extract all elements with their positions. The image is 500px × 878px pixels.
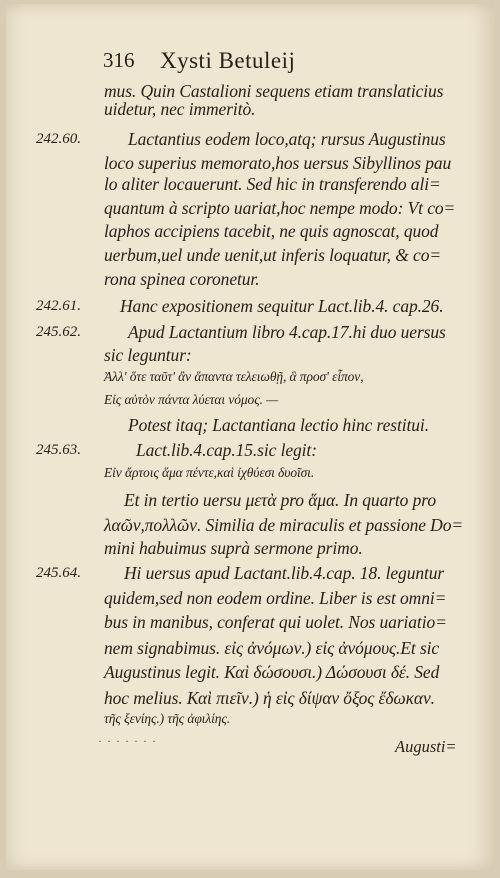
text-line: rona spinea coronetur. bbox=[104, 269, 260, 289]
footer-marks: · · · · · · · bbox=[98, 734, 157, 748]
margin-note: 245.62. bbox=[36, 324, 81, 340]
text-line: Hi uersus apud Lactant.lib.4.cap. 18. leguntur bbox=[124, 563, 445, 583]
text-line: Εἰν ἄρτοις ἅμα πέντε,καὶ ἰχθύεσι δυοῖσι. bbox=[104, 465, 315, 480]
text-line: bus in manibus, conferat qui uolet. Nos uariatio= bbox=[104, 612, 447, 632]
margin-note: 245.64. bbox=[36, 565, 81, 581]
text-line: loco superius memorato,hos uersus Sibyllinos pau bbox=[104, 153, 452, 173]
margin-note: 242.60. bbox=[36, 131, 81, 147]
text-line: Lact.lib.4.cap.15.sic legit: bbox=[136, 440, 317, 460]
text-line: Hanc expositionem sequitur Lact.lib.4. cap.26. bbox=[120, 296, 444, 316]
text-line: Apud Lactantium libro 4.cap.17.hi duo uersus bbox=[128, 322, 446, 342]
catchword: Augusti= bbox=[395, 737, 457, 756]
text-line: lo aliter locauerunt. Sed hic in transferendo ali= bbox=[104, 174, 441, 194]
text-line: λαῶν,πολλῶν. Similia de miraculis et passione Do= bbox=[104, 515, 464, 535]
text-line: uerbum,uel unde uenit,ut inferis loquatur, & co= bbox=[104, 245, 442, 265]
text-line: mini habuimus suprà sermone primo. bbox=[104, 538, 363, 558]
text-line: Et in tertio uersu μετὰ pro ἅμα. In quarto pro bbox=[124, 490, 436, 510]
text-line: laphos accipiens tacebit, ne quis agnoscat, quod bbox=[104, 221, 439, 241]
text-line: hoc melius. Καὶ πιεῖν.) ἡ εἰς δίψαν ὄξος ἔδωκαν. bbox=[104, 688, 435, 708]
text-line: uidetur, nec immeritò. bbox=[104, 99, 256, 119]
text-line: quantum à scripto uariat,hoc nempe modo: Vt co= bbox=[104, 198, 456, 218]
text-line: Ἀλλ' ὅτε ταῦτ' ἂν ἅπαντα τελειωθῇ, ἃ προσ' εἶπον, bbox=[104, 369, 364, 384]
text-line: nem signabimus. εἰς ἀνόμων.) εἰς ἀνόμους.Et sic bbox=[104, 638, 440, 658]
margin-note: 245.63. bbox=[36, 442, 81, 458]
text-line: mus. Quin Castalioni sequens etiam translaticius bbox=[104, 81, 444, 101]
text-line: Εἰς αὐτὸν πάντα λύεται νόμος. — bbox=[104, 392, 279, 407]
running-title: Xysti Betuleij bbox=[160, 48, 296, 73]
text-line: Potest itaq; Lactantiana lectio hinc restitui. bbox=[128, 415, 429, 435]
text-line: Lactantius eodem loco,atq; rursus Augustinus bbox=[128, 129, 446, 149]
book-page bbox=[6, 4, 494, 870]
page-number: 316 bbox=[103, 48, 135, 72]
margin-note: 242.61. bbox=[36, 298, 81, 314]
text-line: Augustinus legit. Καὶ δώσουσι.) Δώσουσι δέ. Sed bbox=[104, 662, 440, 682]
text-line: quidem,sed non eodem ordine. Liber is est omni= bbox=[104, 588, 447, 608]
text-line: sic leguntur: bbox=[104, 345, 192, 365]
text-line: τῆς ξενίης.) τῆς ἀφιλίης. bbox=[104, 711, 230, 726]
